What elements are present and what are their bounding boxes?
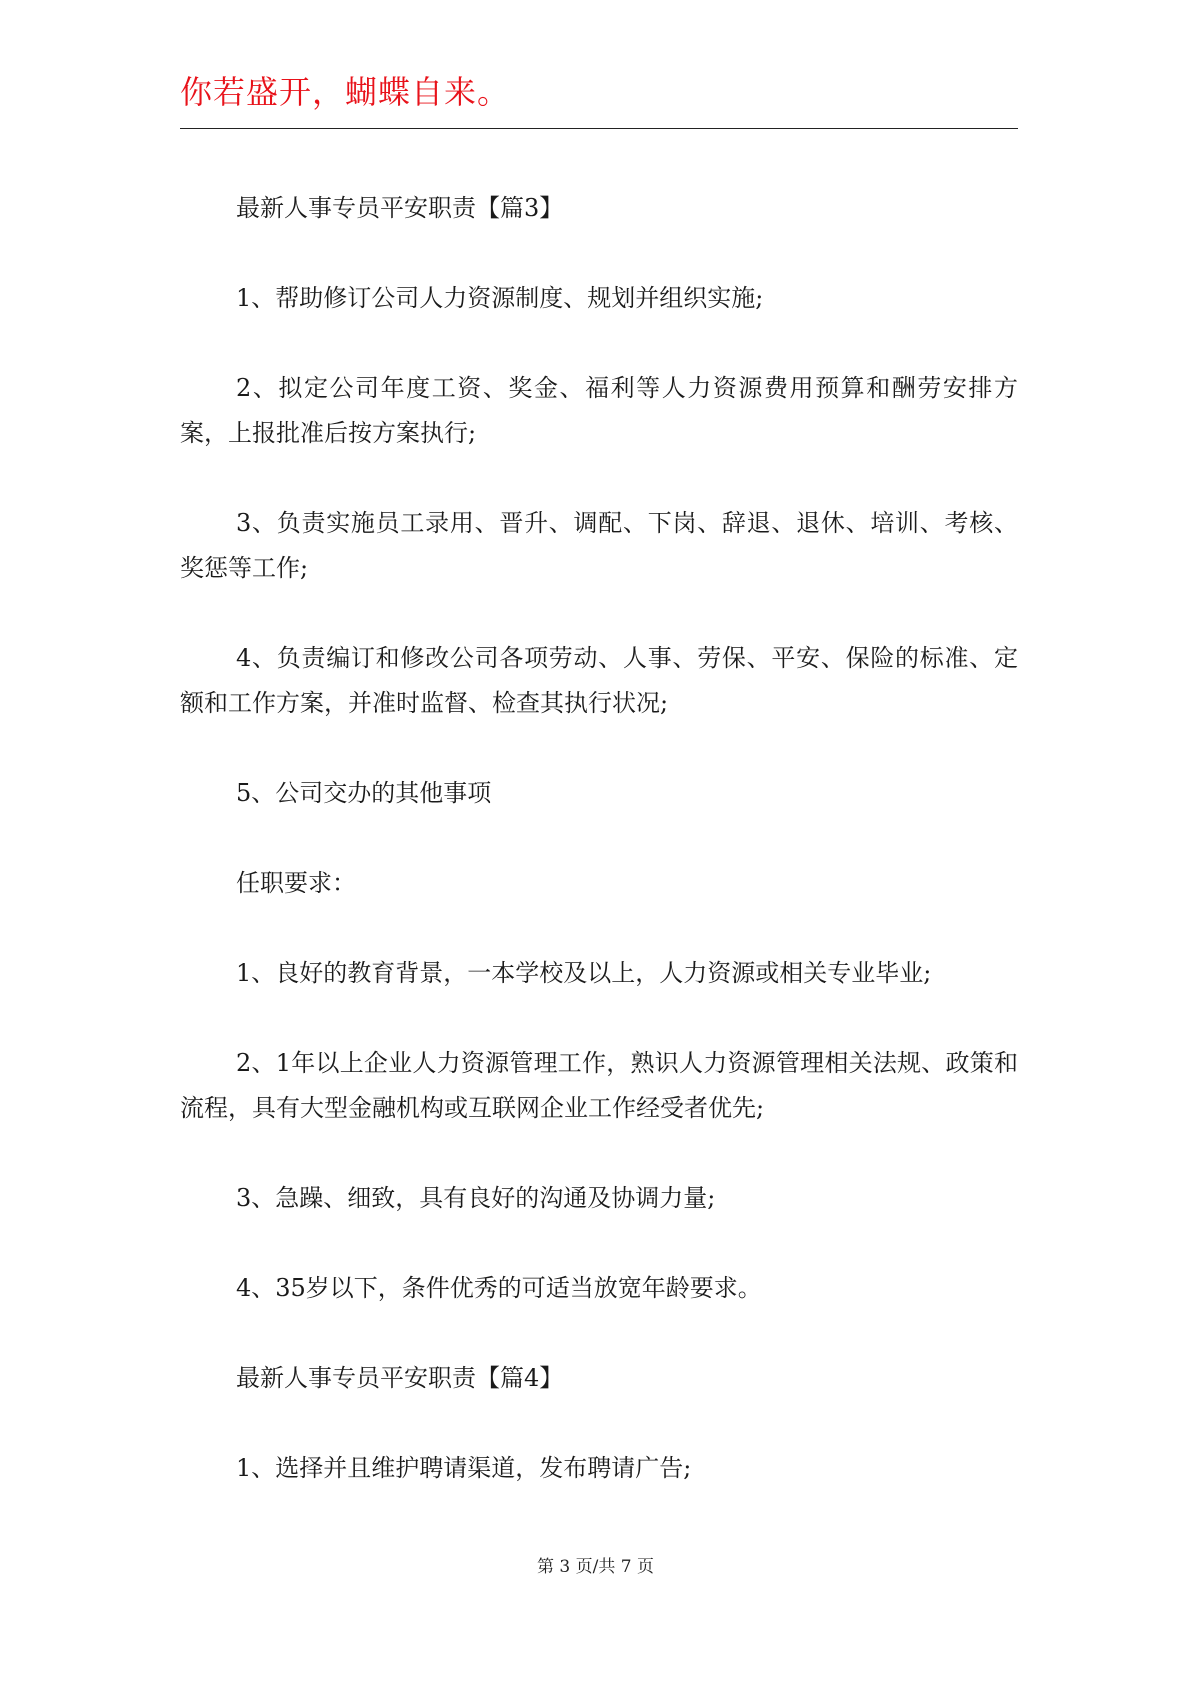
duty-item-1-section-4: 1、选择并且维护聘请渠道，发布聘请广告; <box>236 1454 692 1482</box>
section-heading-4: 最新人事专员平安职责【篇4】 <box>236 1364 564 1392</box>
page-number: 第 3 页/共 7 页 <box>537 1557 654 1577</box>
duty-item-4: 4、负责编订和修改公司各项劳动、人事、劳保、平安、保险的标准、定额和工作方案，并准时监督、检查其执行状况; <box>180 644 1018 717</box>
duty-item-5: 5、公司交办的其他事项 <box>236 779 492 807</box>
requirement-item-3: 3、急躁、细致，具有良好的沟通及协调力量; <box>236 1184 716 1212</box>
requirements-heading: 任职要求： <box>236 869 356 897</box>
header-motto: 你若盛开，蝴蝶自来。 <box>180 73 511 111</box>
header-divider <box>180 128 1018 129</box>
requirement-item-4: 4、35岁以下，条件优秀的可适当放宽年龄要求。 <box>236 1274 762 1302</box>
document-body <box>180 186 1018 1491</box>
duty-item-2: 2、拟定公司年度工资、奖金、福利等人力资源费用预算和酬劳安排方案，上报批准后按方案执行; <box>180 374 1018 447</box>
section-heading-3: 最新人事专员平安职责【篇3】 <box>236 194 564 222</box>
requirement-item-2: 2、1年以上企业人力资源管理工作，熟识人力资源管理相关法规、政策和流程，具有大型金融机构或互联网企业工作经受者优先; <box>180 1049 1018 1122</box>
duty-item-1: 1、帮助修订公司人力资源制度、规划并组织实施; <box>236 284 764 312</box>
duty-item-3: 3、负责实施员工录用、晋升、调配、下岗、辞退、退休、培训、考核、奖惩等工作; <box>180 509 1018 582</box>
requirement-item-1: 1、良好的教育背景，一本学校及以上，人力资源或相关专业毕业; <box>236 959 932 987</box>
